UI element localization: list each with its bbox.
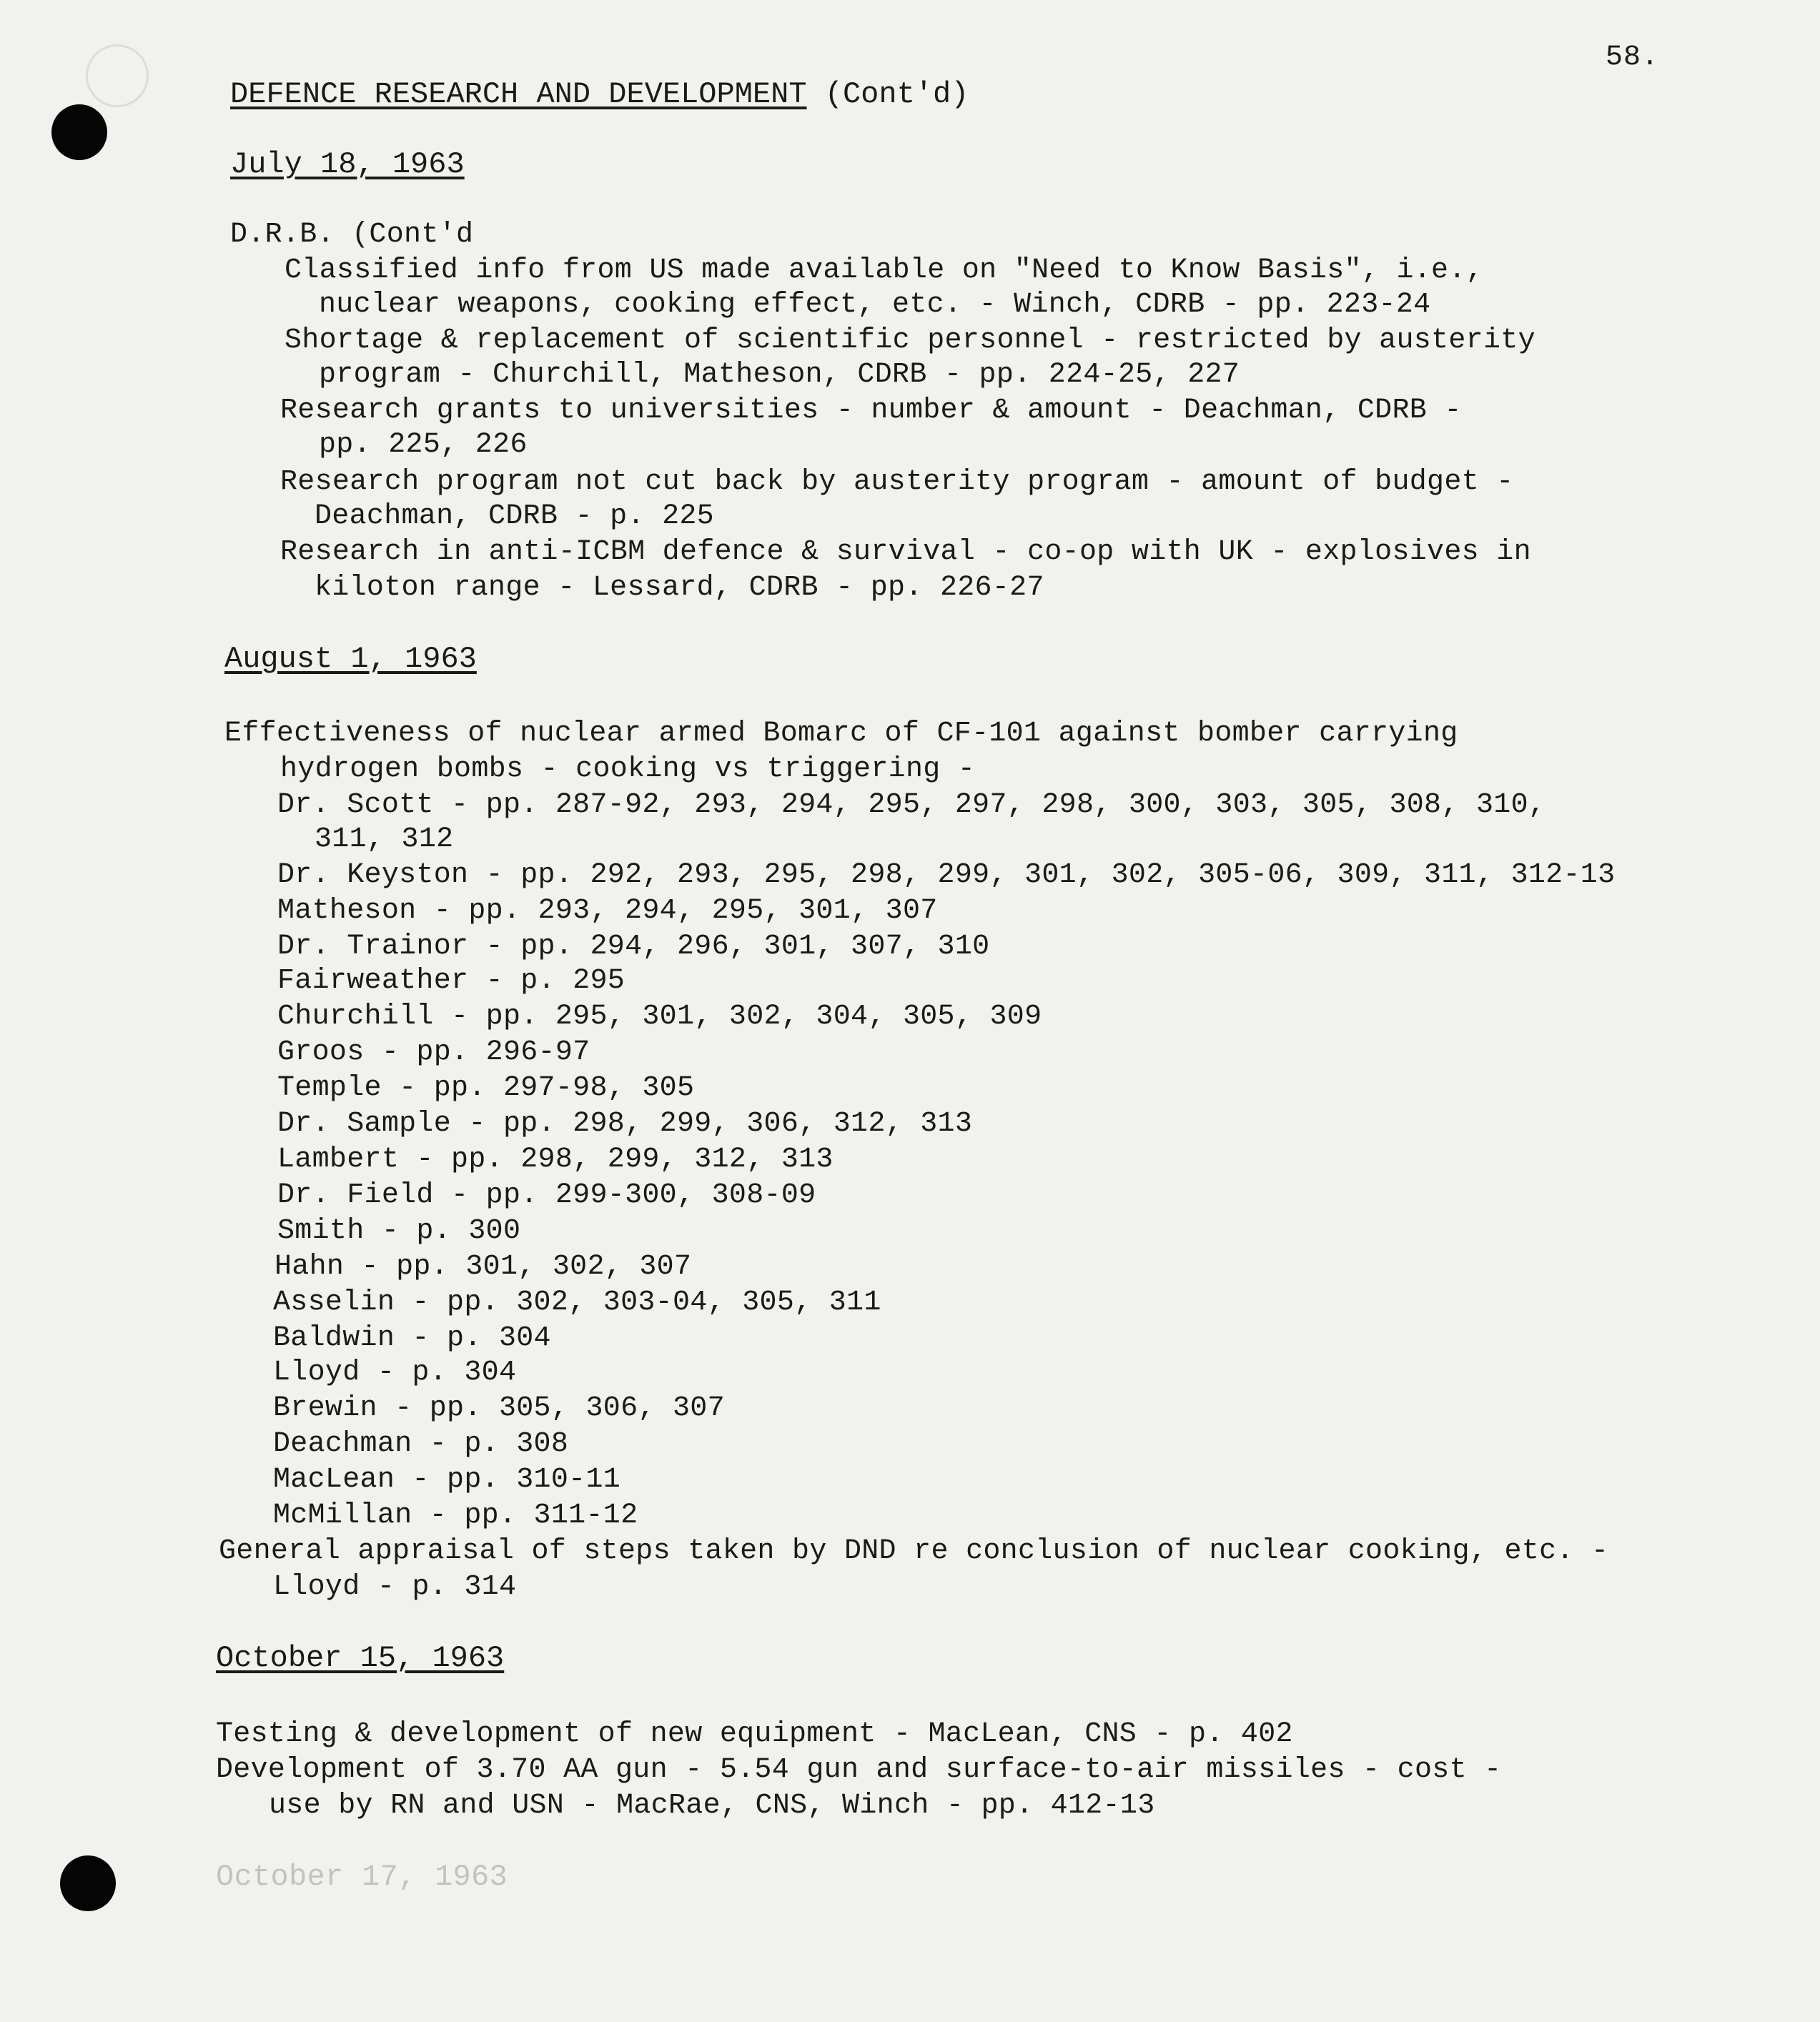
entry-line: Hahn - pp. 301, 302, 307	[275, 1251, 692, 1283]
entry-line: Lloyd - p. 304	[273, 1357, 517, 1389]
entry-line: Deachman - p. 308	[273, 1428, 569, 1460]
entry-line: Testing & development of new equipment - MacLean, CNS - p. 402	[216, 1718, 1293, 1750]
entry-line: Baldwin - p. 304	[273, 1322, 551, 1354]
entry-line: Dr. Keyston - pp. 292, 293, 295, 298, 299, 301, 302, 305-06, 309, 311, 312-13	[277, 859, 1616, 891]
section-date: August 1, 1963	[224, 642, 477, 676]
entry-line: McMillan - pp. 311-12	[273, 1500, 638, 1532]
entry-line: Brewin - pp. 305, 306, 307	[273, 1392, 725, 1424]
entry-line: Groos - pp. 296-97	[277, 1036, 590, 1069]
entry-line: General appraisal of steps taken by DND re conclusion of nuclear cooking, etc. -	[219, 1535, 1609, 1567]
entry-line: Deachman, CDRB - p. 225	[315, 500, 714, 532]
entry-line: nuclear weapons, cooking effect, etc. - Winch, CDRB - pp. 223-24	[319, 289, 1431, 321]
entry-line: Fairweather - p. 295	[277, 965, 625, 997]
entry-line: Lambert - pp. 298, 299, 312, 313	[277, 1144, 834, 1176]
entry-line: Dr. Field - pp. 299-300, 308-09	[277, 1179, 816, 1211]
entry-line: MacLean - pp. 310-11	[273, 1464, 621, 1496]
entry-line: 311, 312	[315, 823, 454, 856]
entry-line: kiloton range - Lessard, CDRB - pp. 226-27	[315, 572, 1044, 604]
entry-line: D.R.B. (Cont'd	[230, 219, 474, 251]
entry-line: Churchill - pp. 295, 301, 302, 304, 305, 309	[277, 1001, 1042, 1033]
entry-line: Classified info from US made available on "Need to Know Basis", i.e.,	[285, 254, 1483, 287]
entry-line: Temple - pp. 297-98, 305	[277, 1072, 695, 1104]
page-header	[230, 77, 969, 111]
entry-line: Research in anti-ICBM defence & survival - co-op with UK - explosives in	[280, 536, 1531, 568]
entry-line: hydrogen bombs - cooking vs triggering -	[280, 753, 976, 785]
page-number: 58.	[1606, 41, 1660, 74]
punch-hole-top	[51, 104, 107, 160]
faint-mark	[86, 44, 149, 107]
entry-line: Research grants to universities - number & amount - Deachman, CDRB -	[280, 395, 1462, 427]
entry-line: program - Churchill, Matheson, CDRB - pp. 224-25, 227	[319, 359, 1240, 391]
header-title: DEFENCE RESEARCH AND DEVELOPMENT	[230, 77, 807, 111]
entry-line: Development of 3.70 AA gun - 5.54 gun and surface-to-air missiles - cost -	[216, 1754, 1502, 1786]
entry-line: Dr. Trainor - pp. 294, 296, 301, 307, 310	[277, 931, 990, 963]
entry-line: pp. 225, 226	[319, 429, 528, 461]
entry-line: Asselin - pp. 302, 303-04, 305, 311	[273, 1287, 881, 1319]
entry-line: Shortage & replacement of scientific personnel - restricted by austerity	[285, 324, 1535, 357]
entry-line: Dr. Scott - pp. 287-92, 293, 294, 295, 297, 298, 300, 303, 305, 308, 310,	[277, 789, 1546, 821]
entry-line: Lloyd - p. 314	[273, 1571, 517, 1603]
entry-line: Effectiveness of nuclear armed Bomarc of CF-101 against bomber carrying	[224, 718, 1458, 750]
punch-hole-bottom	[60, 1855, 116, 1911]
section-date: July 18, 1963	[230, 147, 465, 182]
entry-line: use by RN and USN - MacRae, CNS, Winch - pp. 412-13	[269, 1790, 1155, 1822]
entry-line: Matheson - pp. 293, 294, 295, 301, 307	[277, 895, 938, 927]
entry-line: Dr. Sample - pp. 298, 299, 306, 312, 313	[277, 1108, 973, 1140]
entry-line: Smith - p. 300	[277, 1215, 521, 1247]
section-date: October 15, 1963	[216, 1641, 505, 1675]
faded-footer-date: October 17, 1963	[216, 1860, 508, 1894]
entry-line: Research program not cut back by austerity program - amount of budget -	[280, 466, 1514, 498]
header-suffix: (Cont'd)	[824, 77, 969, 111]
